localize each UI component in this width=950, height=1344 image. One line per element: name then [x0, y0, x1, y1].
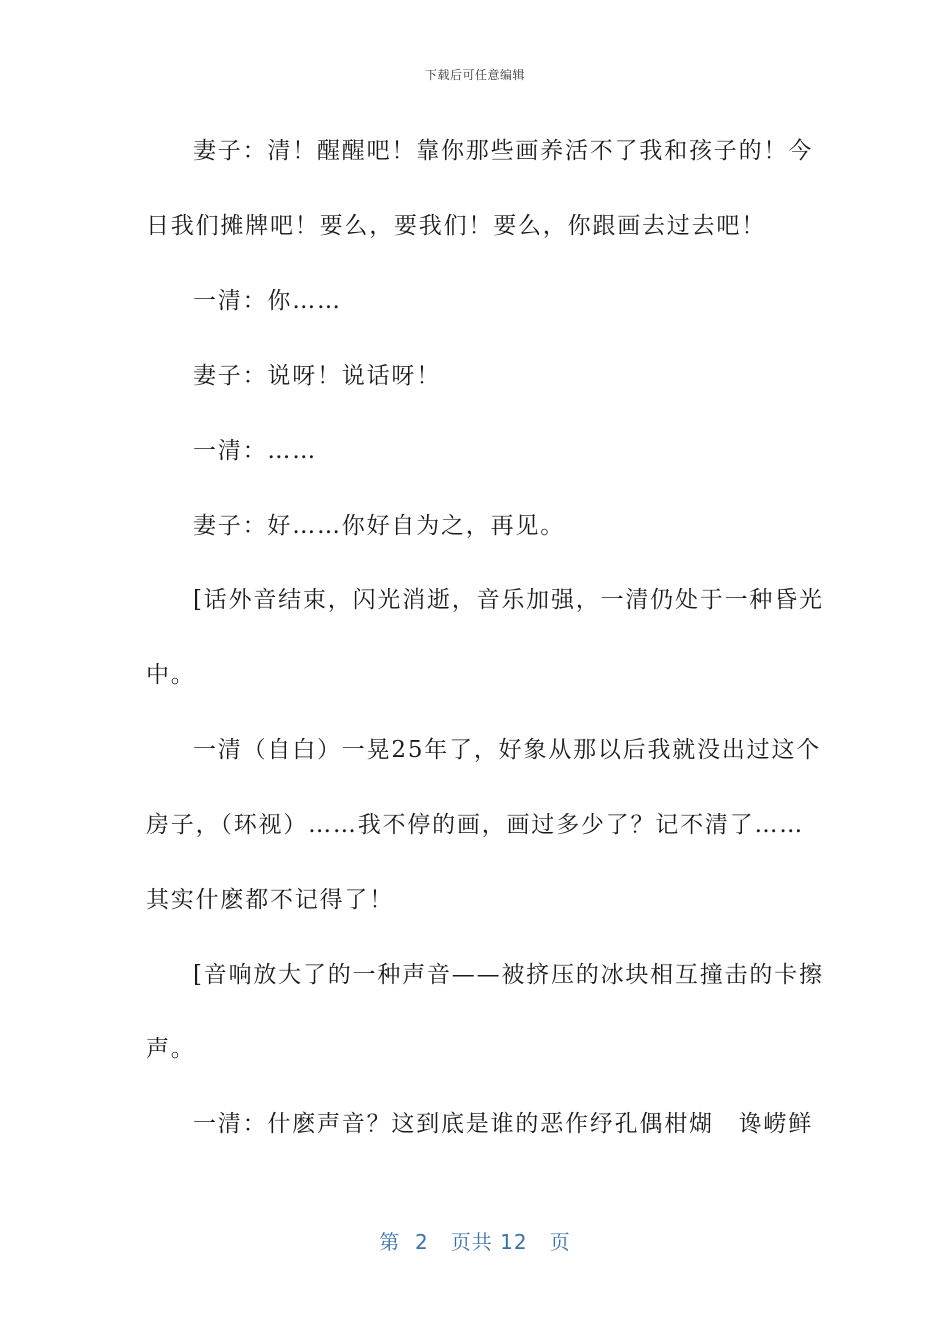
text-line: 妻子：好……你好自为之，再见。 [193, 513, 565, 539]
text-line: 一清：你…… [193, 288, 342, 314]
text-line: 日我们摊牌吧！要么，要我们！要么，你跟画去过去吧！ [146, 213, 766, 239]
text-line: 声。 [146, 1036, 196, 1062]
text-line: 一清（自白）一晃25年了，好象从那以后我就没出过这个 [193, 737, 822, 763]
footer-prefix: 第 [379, 1230, 401, 1254]
footer-suffix: 页 [549, 1230, 571, 1254]
text-line: 其实什麽都不记得了！ [146, 887, 394, 913]
text-line: 一清：…… [193, 438, 317, 464]
text-line: [话外音结束，闪光消逝，音乐加强，一清仍处于一种昏光 [193, 587, 824, 613]
text-line: 中。 [146, 662, 196, 688]
text-line: 房子，（环视）……我不停的画，画过多少了？记不清了…… [146, 812, 805, 838]
footer-middle: 页共 [450, 1230, 493, 1254]
footer-total-pages: 12 [500, 1230, 528, 1254]
footer-page-number: 2 [415, 1230, 429, 1254]
text-line: 一清：什麽声音？这到底是谁的恶作纾孔偶柑煳 谗崂鲜 [193, 1111, 813, 1137]
text-line: [音响放大了的一种声音——被挤压的冰块相互撞击的卡擦 [193, 962, 824, 988]
text-line: 妻子：说呀！说话呀！ [193, 363, 441, 389]
text-line: 妻子：清！醒醒吧！靠你那些画养活不了我和孩子的！今 [193, 138, 813, 164]
page-header: 下载后可任意编辑 [424, 68, 525, 82]
page-footer [0, 1226, 950, 1255]
